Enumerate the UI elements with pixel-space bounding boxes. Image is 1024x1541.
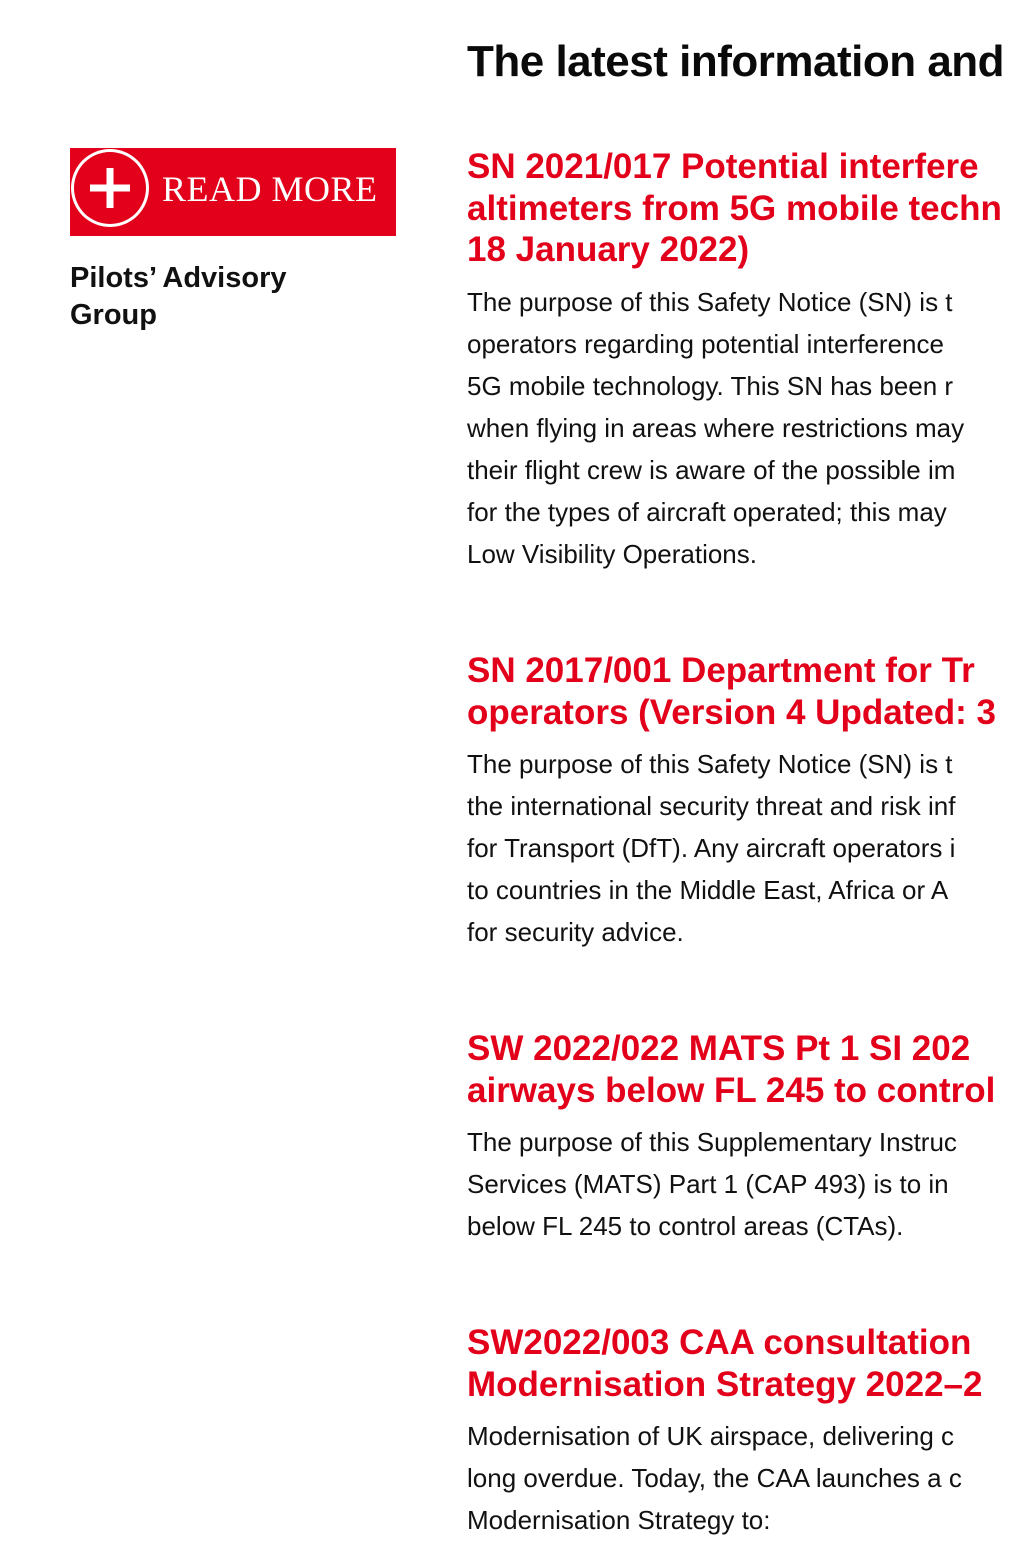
- article-item: [467, 146, 1024, 575]
- sidebar-caption: Pilots’ Advisory Group: [70, 262, 287, 331]
- read-more-button[interactable]: [70, 148, 396, 236]
- article-title-link[interactable]: SN 2021/017 Potential interfere altimeters from 5G mobile techn 18 January 2022): [467, 147, 1002, 269]
- article-item: [467, 1322, 1024, 1541]
- read-more-label: READ MORE: [162, 169, 378, 209]
- sidebar: [70, 148, 400, 334]
- page-title: The latest information and: [467, 37, 1005, 86]
- article-summary: The purpose of this Safety Notice (SN) is t operators regarding potential interference 5G mobile technology. This SN has been r when flying in areas where restrictions may their flight crew is aware of the possible im for the types of aircraft operated; this may Low Visibility Operations.: [467, 286, 965, 569]
- article-title-link[interactable]: SW 2022/022 MATS Pt 1 SI 202 airways below FL 245 to control: [467, 1029, 996, 1110]
- article-summary: The purpose of this Safety Notice (SN) is t the international security threat and risk inf for Transport (DfT). Any aircraft operators i to countries in the Middle East, Africa or A for security advice.: [467, 749, 956, 947]
- article-summary: The purpose of this Supplementary Instruc Services (MATS) Part 1 (CAP 493) is to in below FL 245 to control areas (CTAs).: [467, 1127, 957, 1241]
- article-item: [467, 650, 1024, 953]
- article-title-link[interactable]: SN 2017/001 Department for Tr operators (Version 4 Updated: 3: [467, 651, 997, 732]
- plus-circle-icon: [74, 152, 146, 224]
- article-item: [467, 1028, 1024, 1247]
- article-summary: Modernisation of UK airspace, delivering c long overdue. Today, the CAA launches a c Modernisation Strategy to:: [467, 1421, 962, 1535]
- article-title-link[interactable]: SW2022/003 CAA consultation Modernisation Strategy 2022–2: [467, 1323, 983, 1404]
